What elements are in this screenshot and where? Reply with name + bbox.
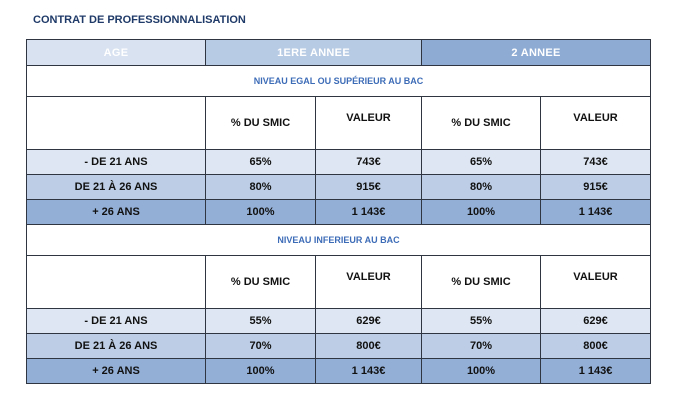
empty-cell	[27, 256, 206, 309]
y1-value-cell: 629€	[316, 309, 422, 334]
y2-pct-cell: 100%	[422, 200, 541, 225]
col-label-y1-pct: % DU SMIC	[206, 256, 316, 309]
y2-value-cell: 743€	[541, 150, 651, 175]
col-label-y2-value: VALEUR	[541, 256, 651, 309]
y1-pct-cell: 100%	[206, 359, 316, 384]
y2-value-cell: 1 143€	[541, 200, 651, 225]
section-label-below-bac: NIVEAU INFERIEUR AU BAC	[27, 225, 651, 256]
y1-pct-cell: 55%	[206, 309, 316, 334]
section-label-bac-or-higher: NIVEAU EGAL OU SUPÉRIEUR AU BAC	[27, 66, 651, 97]
age-cell: - DE 21 ANS	[27, 309, 206, 334]
age-cell: DE 21 À 26 ANS	[27, 334, 206, 359]
y2-value-cell: 915€	[541, 175, 651, 200]
y1-pct-cell: 100%	[206, 200, 316, 225]
y1-pct-cell: 65%	[206, 150, 316, 175]
col-label-y2-pct: % DU SMIC	[422, 97, 541, 150]
column-labels-row	[27, 256, 651, 309]
section-heading-row	[27, 66, 651, 97]
column-labels-row	[27, 97, 651, 150]
header-age: AGE	[27, 40, 206, 66]
empty-cell	[27, 97, 206, 150]
table-row	[27, 359, 651, 384]
col-label-y1-pct: % DU SMIC	[206, 97, 316, 150]
y2-pct-cell: 70%	[422, 334, 541, 359]
section-heading-row	[27, 225, 651, 256]
salary-table	[26, 39, 651, 384]
table-row	[27, 150, 651, 175]
y1-pct-cell: 70%	[206, 334, 316, 359]
y1-value-cell: 1 143€	[316, 359, 422, 384]
age-cell: + 26 ANS	[27, 200, 206, 225]
table-row	[27, 309, 651, 334]
age-cell: - DE 21 ANS	[27, 150, 206, 175]
table-row	[27, 200, 651, 225]
y1-value-cell: 800€	[316, 334, 422, 359]
y1-value-cell: 915€	[316, 175, 422, 200]
y2-pct-cell: 55%	[422, 309, 541, 334]
page-title: CONTRAT DE PROFESSIONNALISATION	[33, 14, 246, 26]
y2-value-cell: 1 143€	[541, 359, 651, 384]
header-year-2: 2 ANNEE	[422, 40, 651, 66]
col-label-y2-value: VALEUR	[541, 97, 651, 150]
table-row	[27, 175, 651, 200]
age-cell: DE 21 À 26 ANS	[27, 175, 206, 200]
y2-pct-cell: 65%	[422, 150, 541, 175]
y1-pct-cell: 80%	[206, 175, 316, 200]
header-year-1: 1ERE ANNEE	[206, 40, 422, 66]
col-label-y1-value: VALEUR	[316, 256, 422, 309]
y1-value-cell: 743€	[316, 150, 422, 175]
y2-value-cell: 629€	[541, 309, 651, 334]
table-row	[27, 334, 651, 359]
y2-pct-cell: 100%	[422, 359, 541, 384]
age-cell: + 26 ANS	[27, 359, 206, 384]
y2-pct-cell: 80%	[422, 175, 541, 200]
y1-value-cell: 1 143€	[316, 200, 422, 225]
y2-value-cell: 800€	[541, 334, 651, 359]
col-label-y2-pct: % DU SMIC	[422, 256, 541, 309]
table-header-row	[27, 40, 651, 66]
col-label-y1-value: VALEUR	[316, 97, 422, 150]
